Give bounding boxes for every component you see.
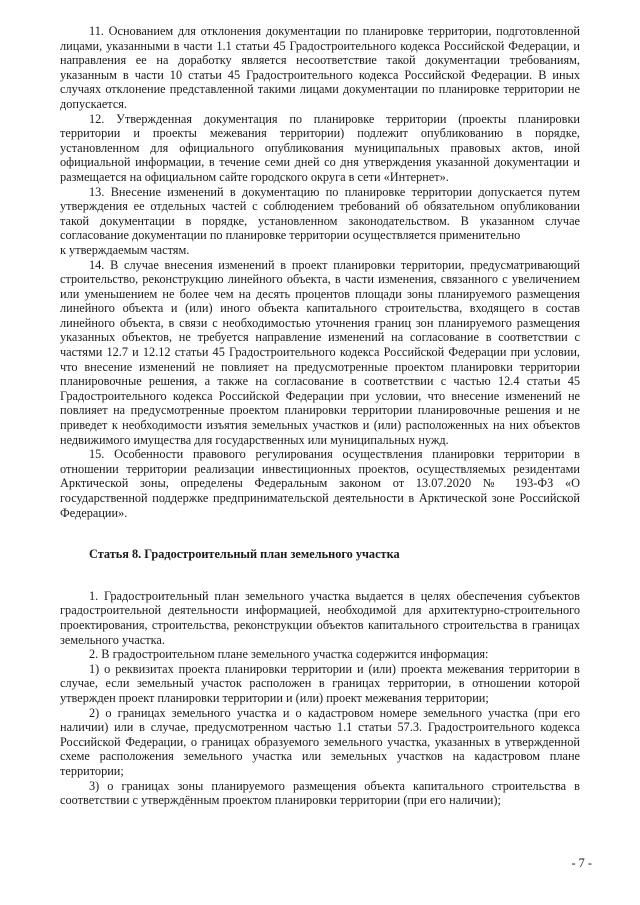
paragraph-13-tail: к утверждаемым частям. (60, 242, 190, 257)
heading-gap (60, 562, 580, 589)
paragraph-13: 13. Внесение изменений в документацию по планировке территории допускается путем утверждения ее отдельных частей с соблюдением требований об обязательном опубликовании такой документации в порядке, установленном законодательством. В указанном случае согласование документации по планировке территории осуществляется применительно (60, 184, 580, 243)
document-page (60, 24, 580, 808)
article-8-item-2: 2) о границах земельного участка и о кадастровом номере земельного участка (при его наличии) или в случае, предусмотренном частью 1.1 статьи 57.3. Градостроительного кодекса Российской Федерации, о границах образуемого земельного участка, указанных в утвержденной схеме расположения земельного участка или земельных участков на кадастровом плане территории; (60, 705, 580, 778)
section-gap (60, 520, 580, 547)
article-8-paragraph-1: 1. Градостроительный план земельного участка выдается в целях обеспечения субъектов градостроительной деятельности информацией, необходимой для архитектурно-строительного проектирования, строительства, реконструкции объектов капитального строительства в границах земельного участка. (60, 588, 580, 647)
article-8-item-1: 1) о реквизитах проекта планировки территории и (или) проекта межевания территории в случае, если земельный участок расположен в границах территории, в отношении которой утвержден проект планировки территории и (или) проект межевания территории; (60, 661, 580, 705)
article-8-item-3: 3) о границах зоны планируемого размещения объекта капитального строительства в соответствии с утверждённым проектом планировки территории (при его наличии); (60, 778, 580, 808)
article-8-paragraph-2: 2. В градостроительном плане земельного участка содержится информация: (89, 647, 489, 662)
paragraph-15: 15. Особенности правового регулирования осуществления планировки территории в отношении территории реализации инвестиционных проектов, осуществляемых резидентами Арктической зоны, определены Федеральным законом от 13.07.2020 № 193-ФЗ «О государственной поддержке предпринимательской деятельности в Арктической зоне Российской Федерации». (60, 447, 580, 520)
paragraph-14: 14. В случае внесения изменений в проект планировки территории, предусматривающий строительство, реконструкцию линейного объекта, в части изменения, связанного с увеличением или уменьшением не более чем на десять процентов площади зоны планируемого размещения линейного объекта и (или) иного объекта капитального строительства, входящего в состав линейного объекта, в связи с необходимостью уточнения границ зон планируемого размещения указанных объектов, не требуется направление изменений на согласование в соответствии с частями 12.7 и 12.12 статьи 45 Градостроительного кодекса Российской Федерации при условии, что внесение изменений не повлияет на предусмотренные проектом планировки территории планировочные решения, а также на согласование в соответствии с частью 12.4 статьи 45 Градостроительного кодекса Российской Федерации при условии, что внесение изменений не повлияет на предусмотренные проектом планировки территории планировочные решения и не приведет к необходимости изъятия земельных участков и (или) расположенных на них объектов недвижимого имущества для государственных или муниципальных нужд. (60, 257, 580, 447)
article-heading: Статья 8. Градостроительный план земельного участка (89, 547, 400, 562)
paragraph-12: 12. Утвержденная документация по планировке территории (проекты планировки территории и проекты межевания территории) подлежит опубликованию в порядке, установленном для официального опубликования муниципальных правовых актов, иной официальной информации, в течение семи дней со дня утверждения указанной документации и размещается на официальном сайте городского округа в сети «Интернет». (60, 111, 580, 184)
page-number: - 7 - (571, 856, 592, 870)
paragraph-11: 11. Основанием для отклонения документации по планировке территории, подготовленной лицами, указанными в части 1.1 статьи 45 Градостроительного кодекса Российской Федерации, и направления ее на доработку является несоответствие такой документации требованиям, указанным в части 10 статьи 45 Градостроительного кодекса Российской Федерации. В иных случаях отклонение представленной такими лицами документации по планировке территории не допускается. (60, 24, 580, 111)
